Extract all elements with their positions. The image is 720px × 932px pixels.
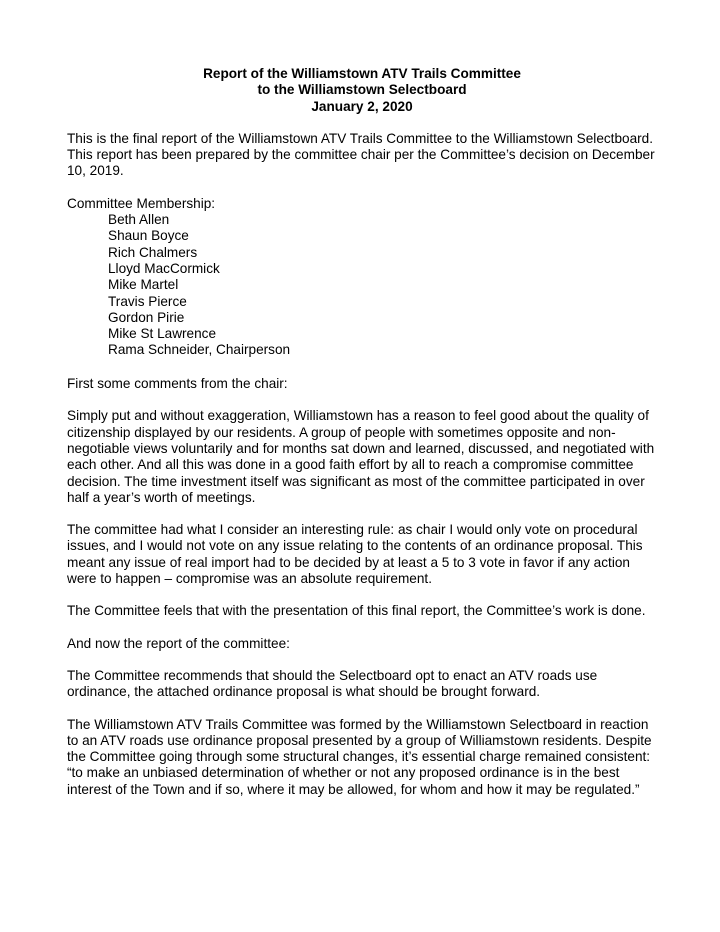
chair-comments-intro: First some comments from the chair: [67, 376, 288, 392]
member-item: Beth Allen [108, 212, 170, 228]
title-line-2: to the Williamstown Selectboard [257, 82, 467, 98]
member-item: Shaun Boyce [108, 228, 189, 244]
voting-rule-paragraph: The committee had what I consider an interesting rule: as chair I would only vote on procedural issues, and I would not vote on any issue relating to the contents of an ordinance proposal. This meant any issue of real import had to be decided by at least a 5 to 3 vote in favor if any action were to happen – compromise was an absolute requirement. [67, 522, 643, 587]
intro-paragraph: This is the final report of the Williamstown ATV Trails Committee to the Williamstown Selectboard. This report has been prepared by the committee chair per the Committee’s decision on December 10, 2019. [67, 130, 655, 179]
report-title [67, 66, 657, 115]
member-list [67, 212, 657, 359]
member-item: Mike Martel [108, 277, 179, 293]
committee-membership [67, 196, 657, 359]
member-item: Rama Schneider, Chairperson [108, 342, 291, 358]
title-date: January 2, 2020 [311, 98, 413, 114]
committee-charge-paragraph: The Williamstown ATV Trails Committee was formed by the Williamstown Selectboard in reaction to an ATV roads use ordinance proposal presented by a group of Williamstown residents. Despite the Committee going through some structural changes, it’s essential charge remained consistent: “to make an unbiased determination of whether or not any proposed ordinance is in the best interest of the Town and if so, where it may be allowed, for whom and how it may be regulated.” [67, 716, 652, 797]
work-done-paragraph: The Committee feels that with the presentation of this final report, the Committee’s work is done. [67, 603, 646, 619]
member-item: Rich Chalmers [108, 244, 198, 260]
title-line-1: Report of the Williamstown ATV Trails Committee [203, 66, 521, 81]
recommendation-paragraph: The Committee recommends that should the Selectboard opt to enact an ATV roads use ordinance, the attached ordinance proposal is what should be brought forward. [67, 667, 598, 700]
chair-comments-paragraph: Simply put and without exaggeration, Williamstown has a reason to feel good about the quality of citizenship displayed by our residents. A group of people with sometimes opposite and non-negotiable views voluntarily and for months sat down and learned, discussed, and negotiated with each other. And all this was done in a good faith effort by all to reach a compromise committee decision. The time investment itself was significant as most of the committee participated in over half a year’s worth of meetings. [67, 408, 655, 505]
member-item: Travis Pierce [108, 293, 187, 309]
member-item: Mike St Lawrence [108, 326, 217, 342]
membership-heading: Committee Membership: [67, 195, 216, 211]
member-item: Gordon Pirie [108, 309, 185, 325]
member-item: Lloyd MacCormick [108, 260, 220, 276]
document-page [67, 66, 657, 814]
report-intro-paragraph: And now the report of the committee: [67, 635, 290, 651]
